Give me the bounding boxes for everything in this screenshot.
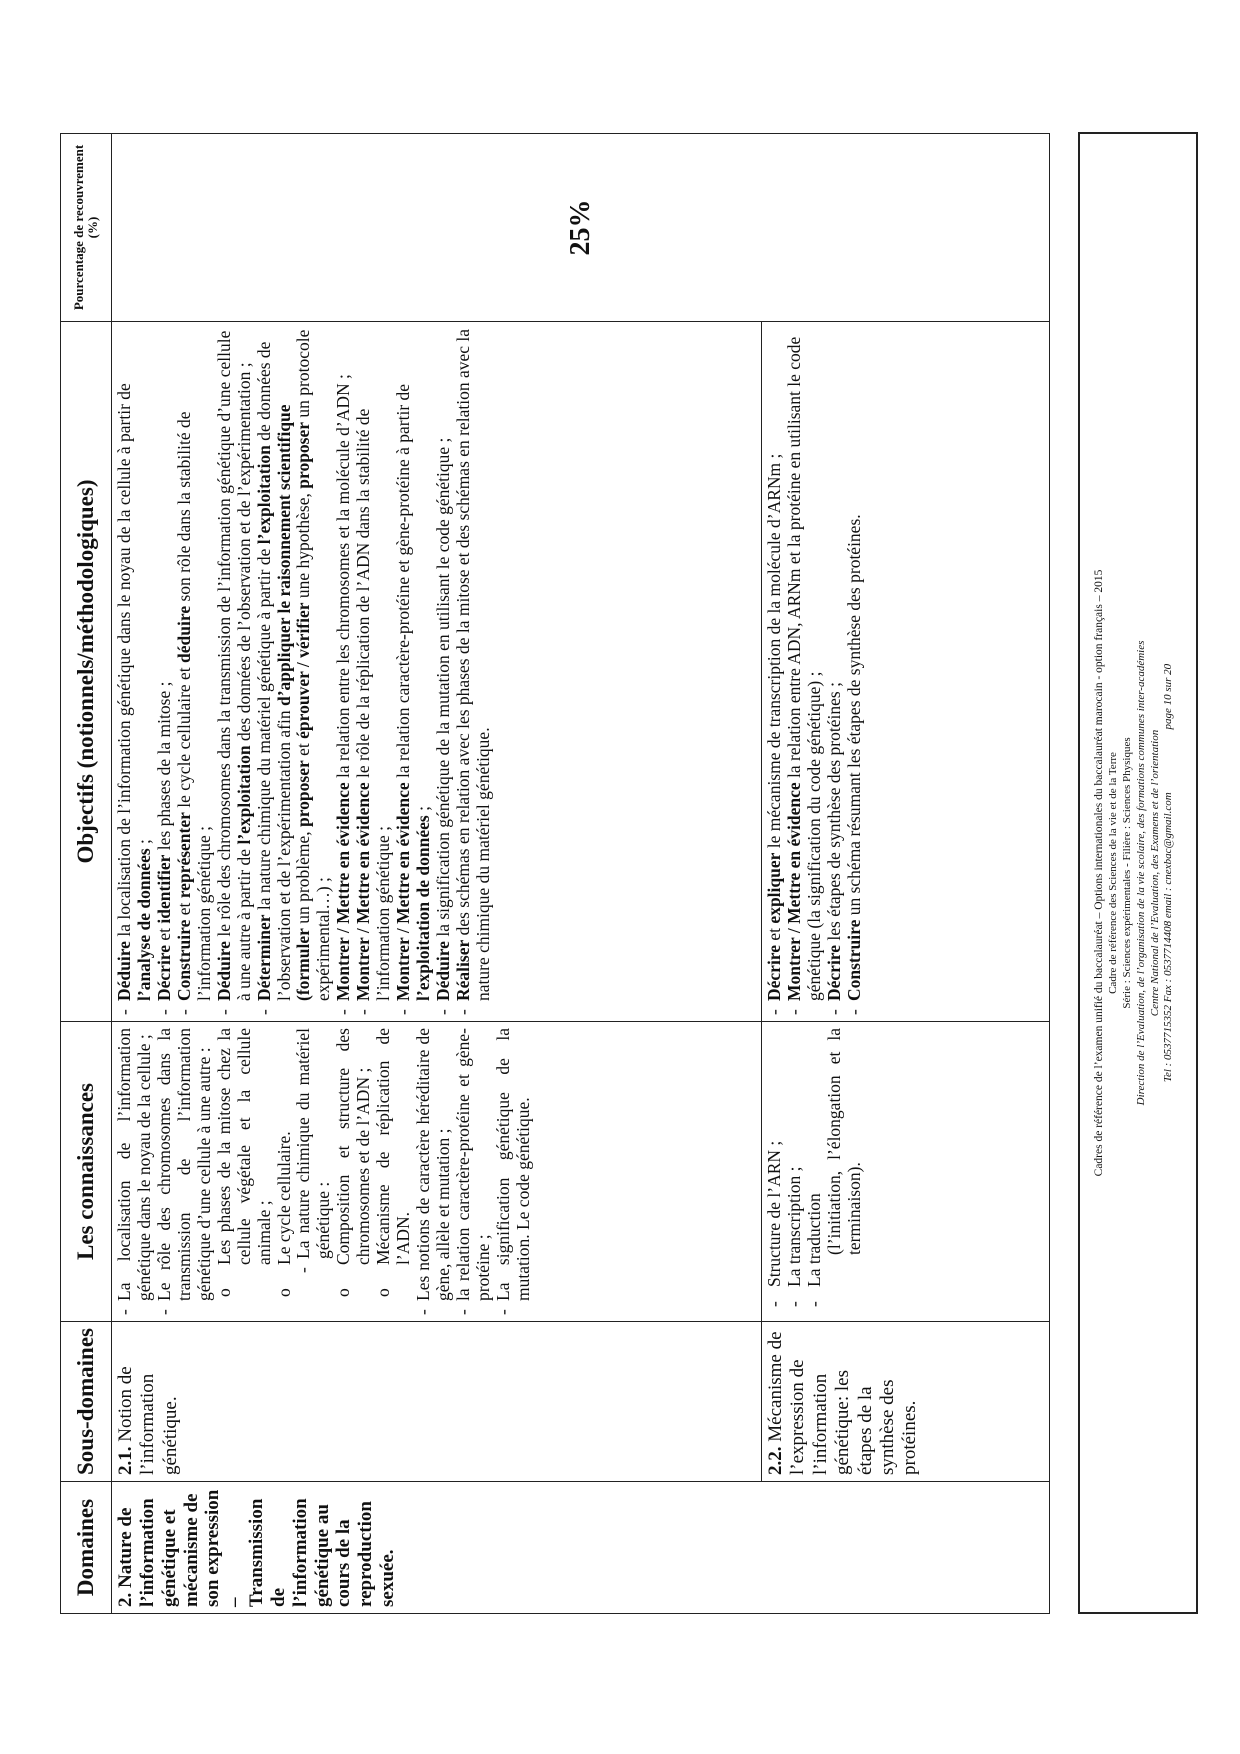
objectives-list	[765, 328, 865, 1015]
objectives-cell	[762, 322, 1050, 1022]
objective-keyword: Montrer / Mettre en évidence	[333, 782, 354, 1001]
objective-item	[115, 328, 155, 1015]
header-objectives: Objectifs (notionnels/méthodologiques)	[61, 322, 112, 1022]
table-row	[112, 134, 762, 1614]
objective-keyword: Décrire	[153, 944, 174, 1001]
subdomain-title: Mécanisme de l’expression de l’information génétique: les étapes de la synthèse des protéines.	[765, 1331, 921, 1475]
objective-text: un schéma résumant les étapes de synthèse des protéines.	[843, 514, 864, 920]
footer-line-6-wrap	[1162, 134, 1176, 1612]
objective-item	[334, 328, 354, 1015]
subdomain-number: 2.2.	[765, 1446, 786, 1475]
objective-keyword: Déduire	[213, 941, 234, 1001]
objective-text: le rôle de la réplication de l’ADN dans la stabilité de l’information génétique ;	[353, 408, 394, 1001]
objective-keyword: l’analyse de données	[133, 848, 154, 1001]
objective-item	[434, 328, 454, 1015]
footer-line-2: Cadre de référence des Sciences de la vie et de la Terre	[1106, 752, 1119, 994]
objective-text: la relation entre les chromosomes et la molécule d’ADN ;	[333, 374, 354, 783]
footer-line-6: Tel : 0537715352 Fax : 0537714408 email : cnexbac@gmail.com	[1162, 792, 1175, 1083]
knowledge-item: o Le cycle cellulaire.	[275, 1028, 295, 1315]
objective-item	[215, 328, 255, 1015]
knowledge-item: o Composition et structure des chromosomes et de l’ADN ;	[334, 1028, 374, 1315]
knowledge-cell	[762, 1022, 1050, 1322]
objective-text: un protocole expérimental…) ;	[293, 329, 334, 1001]
knowledge-item: - La signification génétique de la mutation. Le code génétique.	[494, 1028, 534, 1315]
objective-keyword: Déduire	[114, 941, 134, 1001]
footer-line-5: Centre National de l’Evaluation, des Examens et de l’orientation	[1148, 729, 1161, 1017]
objective-item	[845, 328, 865, 1015]
knowledge-cell	[112, 1022, 762, 1322]
objective-keyword: déduire	[173, 605, 194, 663]
knowledge-list	[765, 1028, 865, 1315]
objective-keyword: proposer	[293, 421, 314, 489]
table-row	[762, 134, 1050, 1614]
knowledge-item: - La transcription ;	[785, 1028, 805, 1315]
objective-keyword: d’appliquer le raisonnement scientifique (formuler	[273, 404, 314, 1001]
objective-item	[354, 328, 394, 1015]
knowledge-item: - Structure de l’ARN ;	[765, 1028, 785, 1315]
footer	[1092, 134, 1176, 1612]
knowledge-item: o Mécanisme de réplication de l’ADN.	[374, 1028, 414, 1315]
objective-keyword: Construire	[173, 919, 194, 1001]
objective-text: et	[153, 923, 174, 945]
knowledge-item: (l’initiation, l’élongation et la terminaison).	[823, 1028, 864, 1255]
footer-box	[1078, 132, 1198, 1614]
knowledge-item: - Le rôle des chromosomes dans la transmission de l’information génétique d’une cellule à une autre :	[155, 1028, 215, 1315]
objective-keyword: l’exploitation	[253, 445, 274, 545]
objective-text: le mécanisme de transcription de la molécule d’ARNm ;	[764, 453, 784, 853]
reference-table	[60, 133, 1050, 1614]
knowledge-item: o Les phases de la mitose chez la cellule végétale et la cellule animale ;	[215, 1028, 275, 1315]
objective-text: et	[293, 738, 314, 761]
objective-text: ;	[413, 806, 434, 816]
header-subdomains: Sous-domaines	[61, 1322, 112, 1482]
objective-text: la localisation de l’information génétique dans le noyau de la cellule à partir de	[114, 383, 134, 942]
objective-keyword: expliquer	[764, 852, 784, 924]
objective-item	[175, 328, 215, 1015]
subdomain-number: 2.1.	[115, 1446, 136, 1475]
objective-keyword: Montrer / Mettre en évidence	[783, 782, 804, 1001]
subdomain-title: Notion de l’information génétique.	[115, 1366, 181, 1475]
knowledge-item: - Les notions de caractère héréditaire de gène, allèle et mutation ;	[414, 1028, 454, 1315]
objective-text: une hypothèse,	[293, 488, 314, 603]
knowledge-list	[115, 1028, 534, 1315]
objective-keyword: Déterminer	[253, 914, 274, 1001]
knowledge-item: - La nature chimique du matériel génétique :	[294, 1028, 334, 1315]
objective-item	[825, 328, 845, 1015]
objective-keyword: Construire	[843, 919, 864, 1001]
footer-line-3: Série : Sciences expérimentales - Filière : Sciences Physiques	[1120, 737, 1133, 1009]
header-knowledge: Les connaissances	[61, 1022, 112, 1322]
objective-item	[394, 328, 434, 1015]
objective-text: le cycle cellulaire et	[173, 662, 194, 813]
objective-item	[255, 328, 335, 1015]
objective-keyword: Décrire	[764, 944, 784, 1001]
objective-text: des données de l’observation et de l’expérimentation ;	[233, 362, 254, 746]
objective-text: et	[764, 923, 784, 945]
objective-keyword: l’exploitation	[233, 745, 254, 845]
header-percentage: Pourcentage de recouvrement (%)	[61, 134, 112, 322]
objective-keyword: Réaliser	[452, 939, 473, 1001]
objective-keyword: représenter	[173, 812, 194, 899]
objective-item	[155, 328, 175, 1015]
objective-text: et	[173, 898, 194, 920]
objective-text: un problème,	[293, 827, 314, 929]
objective-keyword: éprouver / vérifier	[293, 602, 314, 739]
objective-text: les étapes de synthèse des protéines ;	[823, 682, 844, 945]
objective-item	[785, 328, 825, 1015]
objective-text: ;	[133, 839, 154, 849]
objective-text: les phases de la mitose ;	[153, 681, 174, 855]
objective-text: la nature chimique du matériel génétique à partir de	[253, 544, 274, 915]
objective-keyword: Décrire	[823, 944, 844, 1001]
objective-keyword: Montrer / Mettre en évidence	[393, 782, 414, 1001]
objective-keyword: Déduire	[433, 941, 453, 1001]
page-number: page 10 sur 20	[1162, 663, 1175, 730]
objective-text: son rôle dans la stabilité de l’information génétique ;	[173, 411, 214, 1001]
table-header-row	[61, 134, 112, 1614]
objective-keyword: Montrer / Mettre en évidence	[353, 782, 374, 1001]
objectives-cell	[112, 322, 762, 1022]
header-domains: Domaines	[61, 1482, 112, 1614]
subdomain-cell	[112, 1322, 762, 1482]
objective-text: la signification génétique de la mutation en utilisant le code génétique ;	[433, 437, 453, 942]
objective-text: des schémas en relation avec les phases de la mitose et des schémas en relation avec la nature chimique du matériel génétique.	[452, 328, 493, 1001]
knowledge-item: - La traduction	[805, 1028, 825, 1315]
domain-cell: 2. Nature de l’information génétique et mécanisme de son expression – Transmission de l’information génétique au cours de la reproduction sexuée.	[112, 1482, 1050, 1614]
objective-keyword: identifier	[153, 854, 174, 924]
objectives-list	[115, 328, 494, 1015]
percentage-cell: 25%	[112, 134, 1050, 322]
objective-item	[765, 328, 785, 1015]
knowledge-item: - La localisation de l’information génétique dans le noyau de la cellule ;	[115, 1028, 155, 1315]
objective-keyword: l’exploitation de données	[413, 815, 434, 1001]
footer-line-1: Cadres de référence de l’examen unifié du baccalauréat – Options internationales du baccalauréat marocain - option français – 2015	[1093, 569, 1105, 1177]
objective-keyword: proposer	[293, 760, 314, 828]
footer-line-4: Direction de l’Evaluation, de l’organisation de la vie scolaire, des formations communes inter-académies	[1134, 640, 1147, 1106]
objective-text: de données de l’observation et de l’expérimentation afin	[253, 341, 294, 1001]
subdomain-cell	[762, 1322, 1050, 1482]
objective-text: la relation entre ADN, ARNm et la protéine en utilisant le code génétique (la signification du code génétique) ;	[783, 336, 824, 1001]
objective-text: le rôle des chromosomes dans la transmission de l’information génétique d’une cellule à une autre à partir de	[213, 330, 254, 1001]
objective-item	[454, 328, 494, 1015]
objective-text: la relation caractère-protéine et gène-protéine à partir de	[393, 383, 414, 783]
knowledge-item: - la relation caractère-protéine et gène-protéine ;	[454, 1028, 494, 1315]
